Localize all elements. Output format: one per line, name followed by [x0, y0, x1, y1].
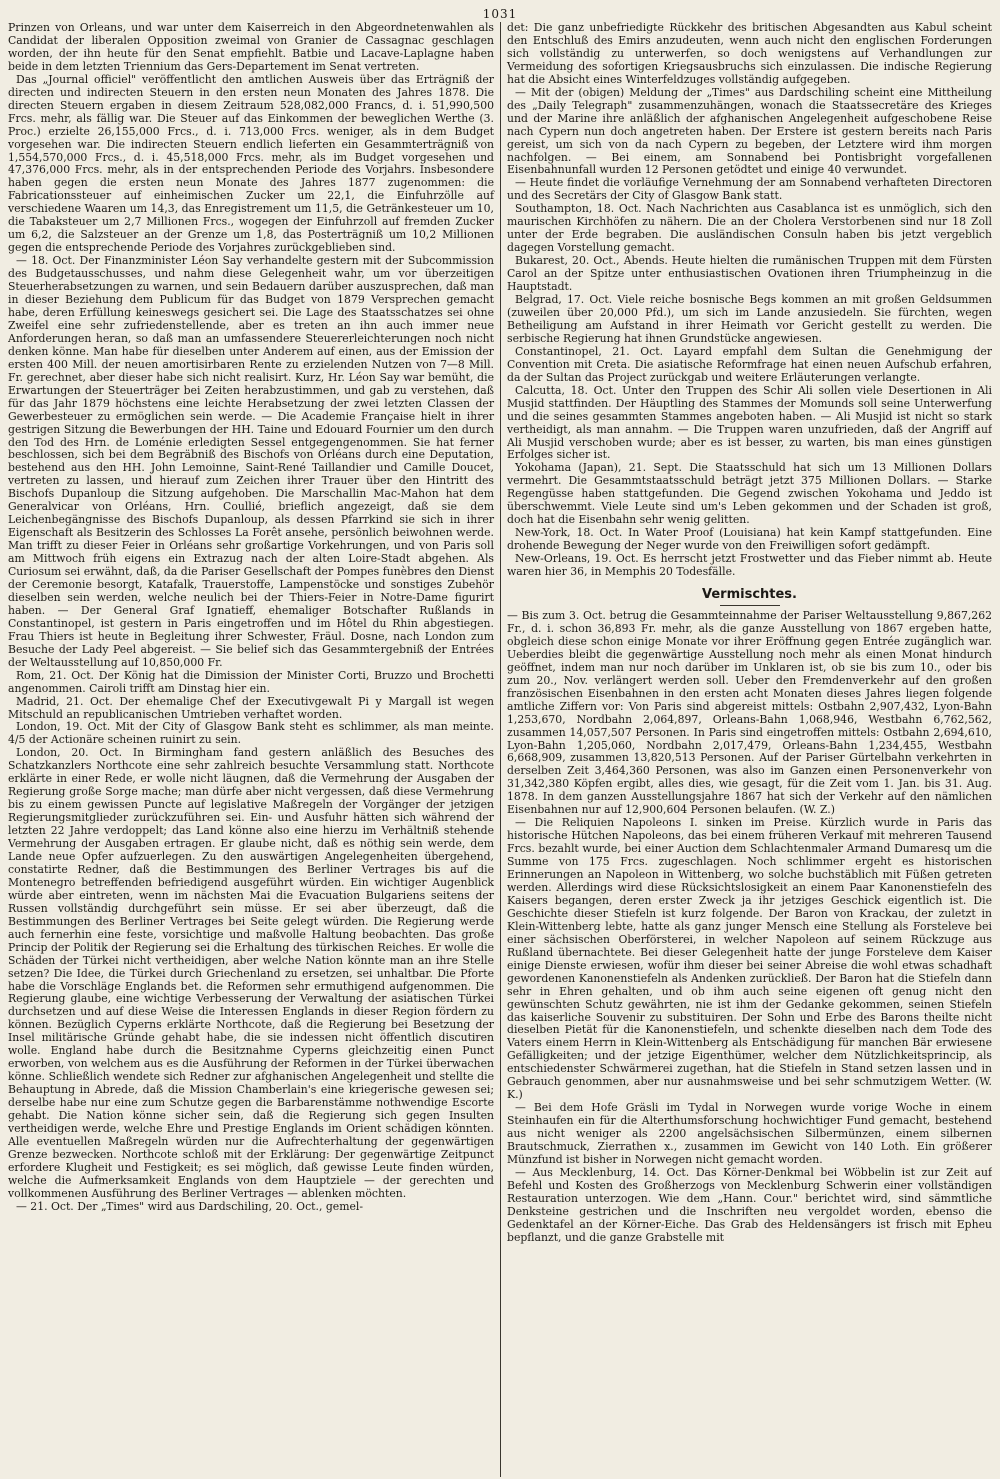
- article-paragraph: — Bei dem Hofe Gräsli im Tydal in Norwegen wurde vorige Woche in einem Steinhaufen ein für die Alterthumsforschung hochwichtiger Fund gemacht, bestehend aus nicht weniger als 2200 angelsächsischen Silbermünzen, einem silbernen Brautschmuck, Zierrathen x., zusammen im Gewicht von 140 Loth. Ein größerer Münzfund ist bisher in Norwegen nicht gemacht worden.: [507, 1101, 992, 1167]
- section-heading-text: Vermischtes.: [702, 586, 797, 602]
- section-divider: [720, 605, 780, 606]
- article-paragraph: London, 20. Oct. In Birmingham fand gestern anläßlich des Besuches des Schatzkanzlers Northcote eine sehr zahlreich besuchte Versammlung statt. Northcote erklärte in einer Rede, er wolle nicht läugnen, daß die Vermehrung der Ausgaben der Regierung große Sorge mache; man dürfe aber nicht vergessen, daß diese Vermehrung bis zu einem gewissen Puncte auf legislative Maßregeln der Vorgänger der jetzigen Regierungsmitglieder zurückzuführen sei. Ein- und Ausfuhr hätten sich während der letzten 22 Jahre verdoppelt; das Land könne also eine hierzu im Verhältniß stehende Vermehrung der Ausgaben ertragen. Er glaube nicht, daß es nöthig sein werde, dem Lande neue Opfer aufzuerlegen. Zu den auswärtigen Angelegenheiten übergehend, constatirte Redner, daß die Bestimmungen des Berliner Vertrages bis auf die Montenegro betreffenden befriedigend ausgeführt würden. Ein wichtiger Augenblick würde aber eintreten, wenn im nächsten Mai die Evacuation Bulgariens seitens der Russen vollständig durchgeführt sein müsse. Er sei aber überzeugt, daß die Bestimmungen des Berliner Vertrages bei Seite gelegt würden. Die Regierung werde auch fernerhin eine feste, vorsichtige und maßvolle Haltung beobachten. Das große Princip der Politik der Regierung sei die Erhaltung des türkischen Reiches. Er wolle die Schäden der Türkei nicht vertheidigen, aber welche Nation könnte man an ihre Stelle setzen? Die Idee, die Türkei durch Griechenland zu ersetzen, sei unhaltbar. Die Pforte habe die Vorschläge Englands bet. die Reformen sehr ermuthigend aufgenommen. Die Regierung glaube, eine wichtige Verbesserung der Verwaltung der asiatischen Türkei durchsetzen und auf diese Weise die Interessen Englands in dieser Region fördern zu können. Bezüglich Cyperns erklärte Northcote, daß die Regierung bei Besetzung der Insel militärische Gründe gehabt habe, die sie indessen nicht öffentlich discutiren wolle. England habe durch die Besitznahme Cyperns gleichzeitig einen Punct erworben, von welchem aus es die Ausführung der Reformen in der Türkei überwachen könne. Schließlich wendete sich Redner zur afghanischen Angelegenheit und stellte die Behauptung in Abrede, daß die Mission Chamberlain's eine kriegerische gewesen sei; derselbe habe nur eine zum Schutze gegen die Barbarenstämme nothwendige Escorte gehabt. Die Nation könne sicher sein, daß die Regierung sich gegen Insulten vertheidigen werde, welche Ehre und Prestige Englands im Orient schädigen könnten. Alle eventuellen Maßregeln würden nur die Aufrechterhaltung der gegenwärtigen Grenze bezwecken. Northcote schloß mit der Erklärung: Der gegenwärtige Zeitpunct erfordere Klugheit und Festigkeit; es sei möglich, daß gewisse Leute finden würden, welche die Aufmerksamkeit Englands von dem Hauptziele — der gerechten und vollkommenen Ausführung des Berliner Vertrages — ablenken möchten.: [8, 746, 494, 1200]
- article-paragraph: — Heute findet die vorläufige Vernehmung der am Sonnabend verhafteten Directoren und des Secretärs der City of Glasgow Bank statt.: [507, 176, 992, 203]
- article-paragraph: Yokohama (Japan), 21. Sept. Die Staatsschuld hat sich um 13 Millionen Dollars vermehrt. Die Gesammtstaatsschuld beträgt jetzt 375 Millionen Dollars. — Starke Regengüsse haben stattgefunden. Die Gegend zwischen Yokohama und Jeddo ist überschwemmt. Viele Leute sind um's Leben gekommen und der Schaden ist groß, doch hat die Eisenbahn sehr wenig gelitten.: [507, 461, 992, 527]
- article-paragraph: — Mit der (obigen) Meldung der „Times" aus Dardschiling scheint eine Mittheilung des „Daily Telegraph" zusammenzuhängen, wonach die Staatssecretäre des Krieges und der Marine ihre anläßlich der afghanischen Angelegenheit aufgeschobene Reise nach Cypern nun doch angetreten haben. Der Erstere ist gestern bereits nach Paris gereist, um sich von da nach Cypern zu begeben, der Letztere wird ihm morgen nachfolgen. — Bei einem, am Sonnabend bei Pontisbright vorgefallenen Eisenbahnunfall wurden 12 Personen getödtet und einige 40 verwundet.: [507, 85, 992, 177]
- article-paragraph: Southampton, 18. Oct. Nach Nachrichten aus Casablanca ist es unmöglich, sich den maurischen Kirchhöfen zu nähern. Die an der Cholera Verstorbenen sind nur 18 Zoll unter der Erde begraben. Die ausländischen Consuln haben bis jetzt vergeblich dagegen Vorstellung gemacht.: [507, 202, 992, 255]
- article-paragraph: Das „Journal officiel" veröffentlicht den amtlichen Ausweis über das Erträgniß der directen und indirecten Steuern in den ersten neun Monaten des Jahres 1878. Die directen Steuern ergaben in diesem Zeitraum 528,082,000 Francs, d. i. 51,990,500 Frcs. mehr, als fällig war. Die Steuer auf das Einkommen der beweglichen Werthe (3. Proc.) erzielte 26,155,000 Frcs., d. i. 713,000 Frcs. weniger, als in dem Budget vorgesehen war. Die indirecten Steuern endlich lieferten ein Gesammterträgniß von 1,554,570,000 Frcs., d. i. 45,518,000 Frcs. mehr, als im Budget vorgesehen und 47,376,000 Frcs. mehr, als in der entsprechenden Periode des Vorjahrs. Insbesondere haben gegen die ersten neun Monate des Jahres 1877 zugenommen: die Fabricationssteuer auf einheimischen Zucker um 22,1, die Einfuhrzölle auf verschiedene Waaren um 14,3, das Enregistrement um 11,5, die Getränkesteuer um 10, die Tabaksteuer um 2,7 Millionen Frcs., wogegen der Einfuhrzoll auf fremden Zucker um 6,2, die Salzsteuer an der Grenze um 1,8, das Posterträgniß um 10,2 Millionen gegen die entsprechende Periode des Vorjahres zurückgeblieben sind.: [8, 72, 494, 255]
- left-column: [8, 22, 500, 1477]
- article-paragraph: Constantinopel, 21. Oct. Layard empfahl dem Sultan die Genehmigung der Convention mit Creta. Die asiatische Reformfrage hat einen neuen Aufschub erfahren, da der Sultan das Project zurückgab und weitere Erläuterungen verlangte.: [507, 344, 992, 384]
- article-paragraph: Rom, 21. Oct. Der König hat die Dimission der Minister Corti, Bruzzo und Brochetti angenommen. Cairoli trifft am Dinstag hier ein.: [8, 668, 494, 695]
- article-paragraph: New-Orleans, 19. Oct. Es herrscht jetzt Frostwetter und das Fieber nimmt ab. Heute waren hier 36, in Memphis 20 Todesfälle.: [507, 552, 992, 579]
- article-paragraph: Calcutta, 18. Oct. Unter den Truppen des Schir Ali sollen viele Desertionen in Ali Musjid stattfinden. Der Häuptling des Stammes der Momunds soll seine Unterwerfung und die seines gesammten Stammes angeboten haben. — Ali Musjid ist nicht so stark vertheidigt, als man annahm. — Die Truppen waren unzufrieden, daß der Angriff auf Ali Musjid verschoben wurde; aber es ist besser, zu warten, bis man eines günstigen Erfolges sicher ist.: [507, 383, 992, 462]
- article-paragraph: New-York, 18. Oct. In Water Proof (Louisiana) hat kein Kampf stattgefunden. Eine drohende Bewegung der Neger wurde von den Freiwilligen sofort gedämpft.: [507, 526, 992, 553]
- right-column: [500, 22, 992, 1477]
- article-paragraph: London, 19. Oct. Mit der City of Glasgow Bank steht es schlimmer, als man meinte. 4/5 der Actionäre scheinen ruinirt zu sein.: [8, 720, 494, 747]
- page-number: 1031: [482, 7, 518, 21]
- article-paragraph: Madrid, 21. Oct. Der ehemalige Chef der Executivgewalt Pi y Margall ist wegen Mitschuld an republicanischen Umtrieben verhaftet worden.: [8, 694, 494, 721]
- article-paragraph: — Bis zum 3. Oct. betrug die Gesammteinnahme der Pariser Weltausstellung 9,867,262 Fr., d. i. schon 36,893 Fr. mehr, als die ganze Ausstellung von 1867 ergeben hatte, obgleich diese schon einige Monate vor ihrer Eröffnung gegen Entrée zugänglich war. Ueberdies bleibt die gegenwärtige Ausstellung noch mehr als einen Monat hindurch geöffnet, indem man nur noch darüber im Unklaren ist, ob sie bis zum 10., oder bis zum 20., Nov. verlängert werden soll. Ueber den Fremdenverkehr auf den großen französischen Eisenbahnen in den ersten acht Monaten dieses Jahres liegen folgende amtliche Ziffern vor: Von Paris sind abgereist mittels: Ostbahn 2,907,432, Lyon-Bahn 1,253,670, Nordbahn 2,064,897, Orleans-Bahn 1,068,946, Westbahn 6,762,562, zusammen 14,057,507 Personen. In Paris sind eingetroffen mittels: Ostbahn 2,694,610, Lyon-Bahn 1,205,060, Nordbahn 2,017,479, Orleans-Bahn 1,234,455, Westbahn 6,668,909, zusammen 13,820,513 Personen. Auf der Pariser Gürtelbahn verkehrten in derselben Zeit 3,464,360 Personen, was also im Ganzen einen Personenverkehr von 31,342,380 Köpfen ergibt, alles dies, wie gesagt, für die Zeit vom 1. Jan. bis 31. Aug. 1878. In dem ganzen Ausstellungsjahre 1867 hat sich der Verkehr auf den nämlichen Eisenbahnen nur auf 12,900,604 Personen belaufen. (W. Z.): [507, 608, 992, 817]
- article-paragraph: det: Die ganz unbefriedigte Rückkehr des britischen Abgesandten aus Kabul scheint den Entschluß des Emirs anzudeuten, wenn auch nicht den englischen Forderungen sich vollständig zu unterwerfen, so doch wenigstens auf Verhandlungen zur Vermeidung des sofortigen Kriegsausbruchs sich einzulassen. Die indische Regierung hat die Absicht eines Winterfeldzuges vollständig aufgegeben.: [507, 22, 992, 86]
- article-paragraph: — 21. Oct. Der „Times" wird aus Dardschiling, 20. Oct., gemel-: [16, 1199, 364, 1213]
- article-paragraph: Belgrad, 17. Oct. Viele reiche bosnische Begs kommen an mit großen Geldsummen (zuweilen über 20,000 Pfd.), um sich im Lande anzusiedeln. Sie fürchten, wegen Betheiligung am Aufstand in ihrer Heimath vor Gericht gestellt zu werden. Die serbische Regierung hat ihnen Grundstücke angewiesen.: [507, 293, 992, 345]
- section-heading: [507, 587, 992, 606]
- article-paragraph: Bukarest, 20. Oct., Abends. Heute hielten die rumänischen Truppen mit dem Fürsten Carol an der Spitze unter enthusiastischen Ovationen ihren Triumpheinzug in die Hauptstadt.: [507, 254, 992, 294]
- article-paragraph: — Aus Mecklenburg, 14. Oct. Das Körner-Denkmal bei Wöbbelin ist zur Zeit auf Befehl und Kosten des Großherzogs von Mecklenburg Schwerin einer vollständigen Restauration unterzogen. Wie dem „Hann. Cour." berichtet wird, sind sämmtliche Denksteine gestrichen und die Inschriften neu vergoldet worden, ebenso die Gedenktafel an der Körner-Eiche. Das Grab des Heldensängers ist frisch mit Epheu bepflanzt, und die ganze Grabstelle mit: [507, 1165, 992, 1244]
- article-paragraph: — Die Reliquien Napoleons I. sinken im Preise. Kürzlich wurde in Paris das historische Hütchen Napoleons, das bei einem früheren Verkauf mit mehreren Tausend Frcs. bezahlt wurde, bei einer Auction dem Schlachtenmaler Armand Dumaresq um die Summe von 175 Frcs. zugeschlagen. Noch schlimmer ergeht es historischen Erinnerungen an Napoleon in Wittenberg, wo solche buchstäblich mit Füßen getreten werden. Allerdings wird diese Rücksichtslosigkeit an einem Paar Kanonenstiefeln des Kaisers begangen, deren erster Zweck ja ihr jetziges Geschick eigentlich ist. Die Geschichte dieser Stiefeln ist kurz folgende. Der Baron von Krackau, der zuletzt in Klein-Wittenberg lebte, hatte als ganz junger Mensch eine Stellung als Forsteleve bei einer sächsischen Oberförsterei, in welcher Napoleon auf seinem Rückzuge aus Rußland übernachtete. Bei dieser Gelegenheit hatte der junge Forsteleve dem Kaiser einige Dienste erwiesen, wofür ihm dieser bei seiner Abreise die wohl etwas schadhaft gewordenen Kanonenstiefeln als Andenken zurückließ. Der Baron hat die Stiefeln dann sehr in Ehren gehalten, und ob ihm auch seine eigenen oft genug nicht den gewünschten Schutz gewährten, nie ist ihm der Gedanke gekommen, seinen Stiefeln das kaiserliche Souvenir zu substituiren. Der Sohn und Erbe des Barons theilte nicht dieselben Pietät für die Kanonenstiefeln, und schenkte dieselben nach dem Tode des Vaters einem Herrn in Klein-Wittenberg als Entschädigung für manchen Bär erwiesene Gefälligkeiten; und der jetzige Eigenthümer, welcher dem Nützlichkeitsprincip, als entschiedenster Schwärmerei zugethan, hat die Stiefeln in Stand setzen lassen und in Gebrauch genommen, aber nur ausnahmsweise und bei sehr schmutzigem Wetter. (W. K.): [507, 816, 992, 1102]
- column-container: [8, 22, 992, 1477]
- article-paragraph: Prinzen von Orleans, und war unter dem Kaiserreich in den Abgeordnetenwahlen als Candidat der liberalen Opposition zweimal von Granier de Cassagnac geschlagen worden, der ihn heute für den Senat empfiehlt. Batbie und Lacave-Laplagne haben beide in dem letzten Triennium das Gers-Departement im Senat vertreten.: [8, 22, 494, 73]
- article-paragraph: — 18. Oct. Der Finanzminister Léon Say verhandelte gestern mit der Subcommission des Budgetausschusses, und nahm diese Gelegenheit wahr, um vor überzeitigen Steuerherabsetzungen zu warnen, und sein Bedauern darüber auszusprechen, daß man in dieser Beziehung dem Publicum für das Budget von 1879 Versprechen gemacht habe, deren Erfüllung keineswegs gesichert sei. Die Lage des Staatsschatzes sei ohne Zweifel eine sehr zufriedenstellende, aber es treten an ihn auch immer neue Anforderungen heran, so daß man an umfassendere Steuererleichterungen noch nicht denken könne. Man habe für dieselben unter Anderem auf einen, aus der Emission der ersten 400 Mill. der neuen amortisirbaren Rente zu erzielenden Nutzen von 7—8 Mill. Fr. gerechnet, aber dieser habe sich nicht realisirt. Kurz, Hr. Léon Say war bemüht, die Erwartungen der Steuerträger bei Zeiten herabzustimmen, und gab zu verstehen, daß für das Jahr 1879 höchstens eine leichte Herabsetzung der zwei letzten Classen der Gewerbesteuer zu ermöglichen sein werde. — Die Academie Française hielt in ihrer gestrigen Sitzung die Bewerbungen der HH. Taine und Edouard Fournier um den durch den Tod des Hrn. de Loménie erledigten Sessel entgegengenommen. Sie hat ferner beschlossen, sich bei dem Begräbniß des Bischofs von Orléans durch eine Deputation, bestehend aus den HH. John Lemoinne, Saint-René Taillandier und Camille Doucet, vertreten zu lassen, und hierauf zum Zeichen ihrer Trauer über den Hintritt des Bischofs Dupanloup die Sitzung aufgehoben. Die Marschallin Mac-Mahon hat dem Generalvicar von Orléans, Hrn. Coullié, brieflich angezeigt, daß sie dem Leichenbegängnisse des Bischofs Dupanloup, als dessen Pfarrkind sie sich in ihrer Eigenschaft als Besitzerin des Schlosses La Forêt ansehe, persönlich beiwohnen werde. Man trifft zu dieser Feier in Orléans sehr großartige Vorkehrungen, und von Paris soll am Mittwoch früh eigens ein Extrazug nach der alten Loire-Stadt abgehen. Als Curiosum sei erwähnt, daß, da die Pariser Gesellschaft der Pompes funèbres den Dienst der Ceremonie besorgt, Katafalk, Trauerstoffe, Lampenstöcke und sonstiges Zubehör dieselben sein werden, welche neulich bei der Thiers-Feier in Notre-Dame figurirt haben. — Der General Graf Ignatieff, ehemaliger Botschafter Rußlands in Constantinopel, ist gestern in Paris eingetroffen und im Hôtel du Rhin abgestiegen. Frau Thiers ist heute in Begleitung ihrer Schwester, Fräul. Dosne, nach London zum Besuche der Lady Peel abgereist. — Sie belief sich das Gesammtergebniß der Entrées der Weltausstellung auf 10,850,000 Fr.: [8, 254, 494, 669]
